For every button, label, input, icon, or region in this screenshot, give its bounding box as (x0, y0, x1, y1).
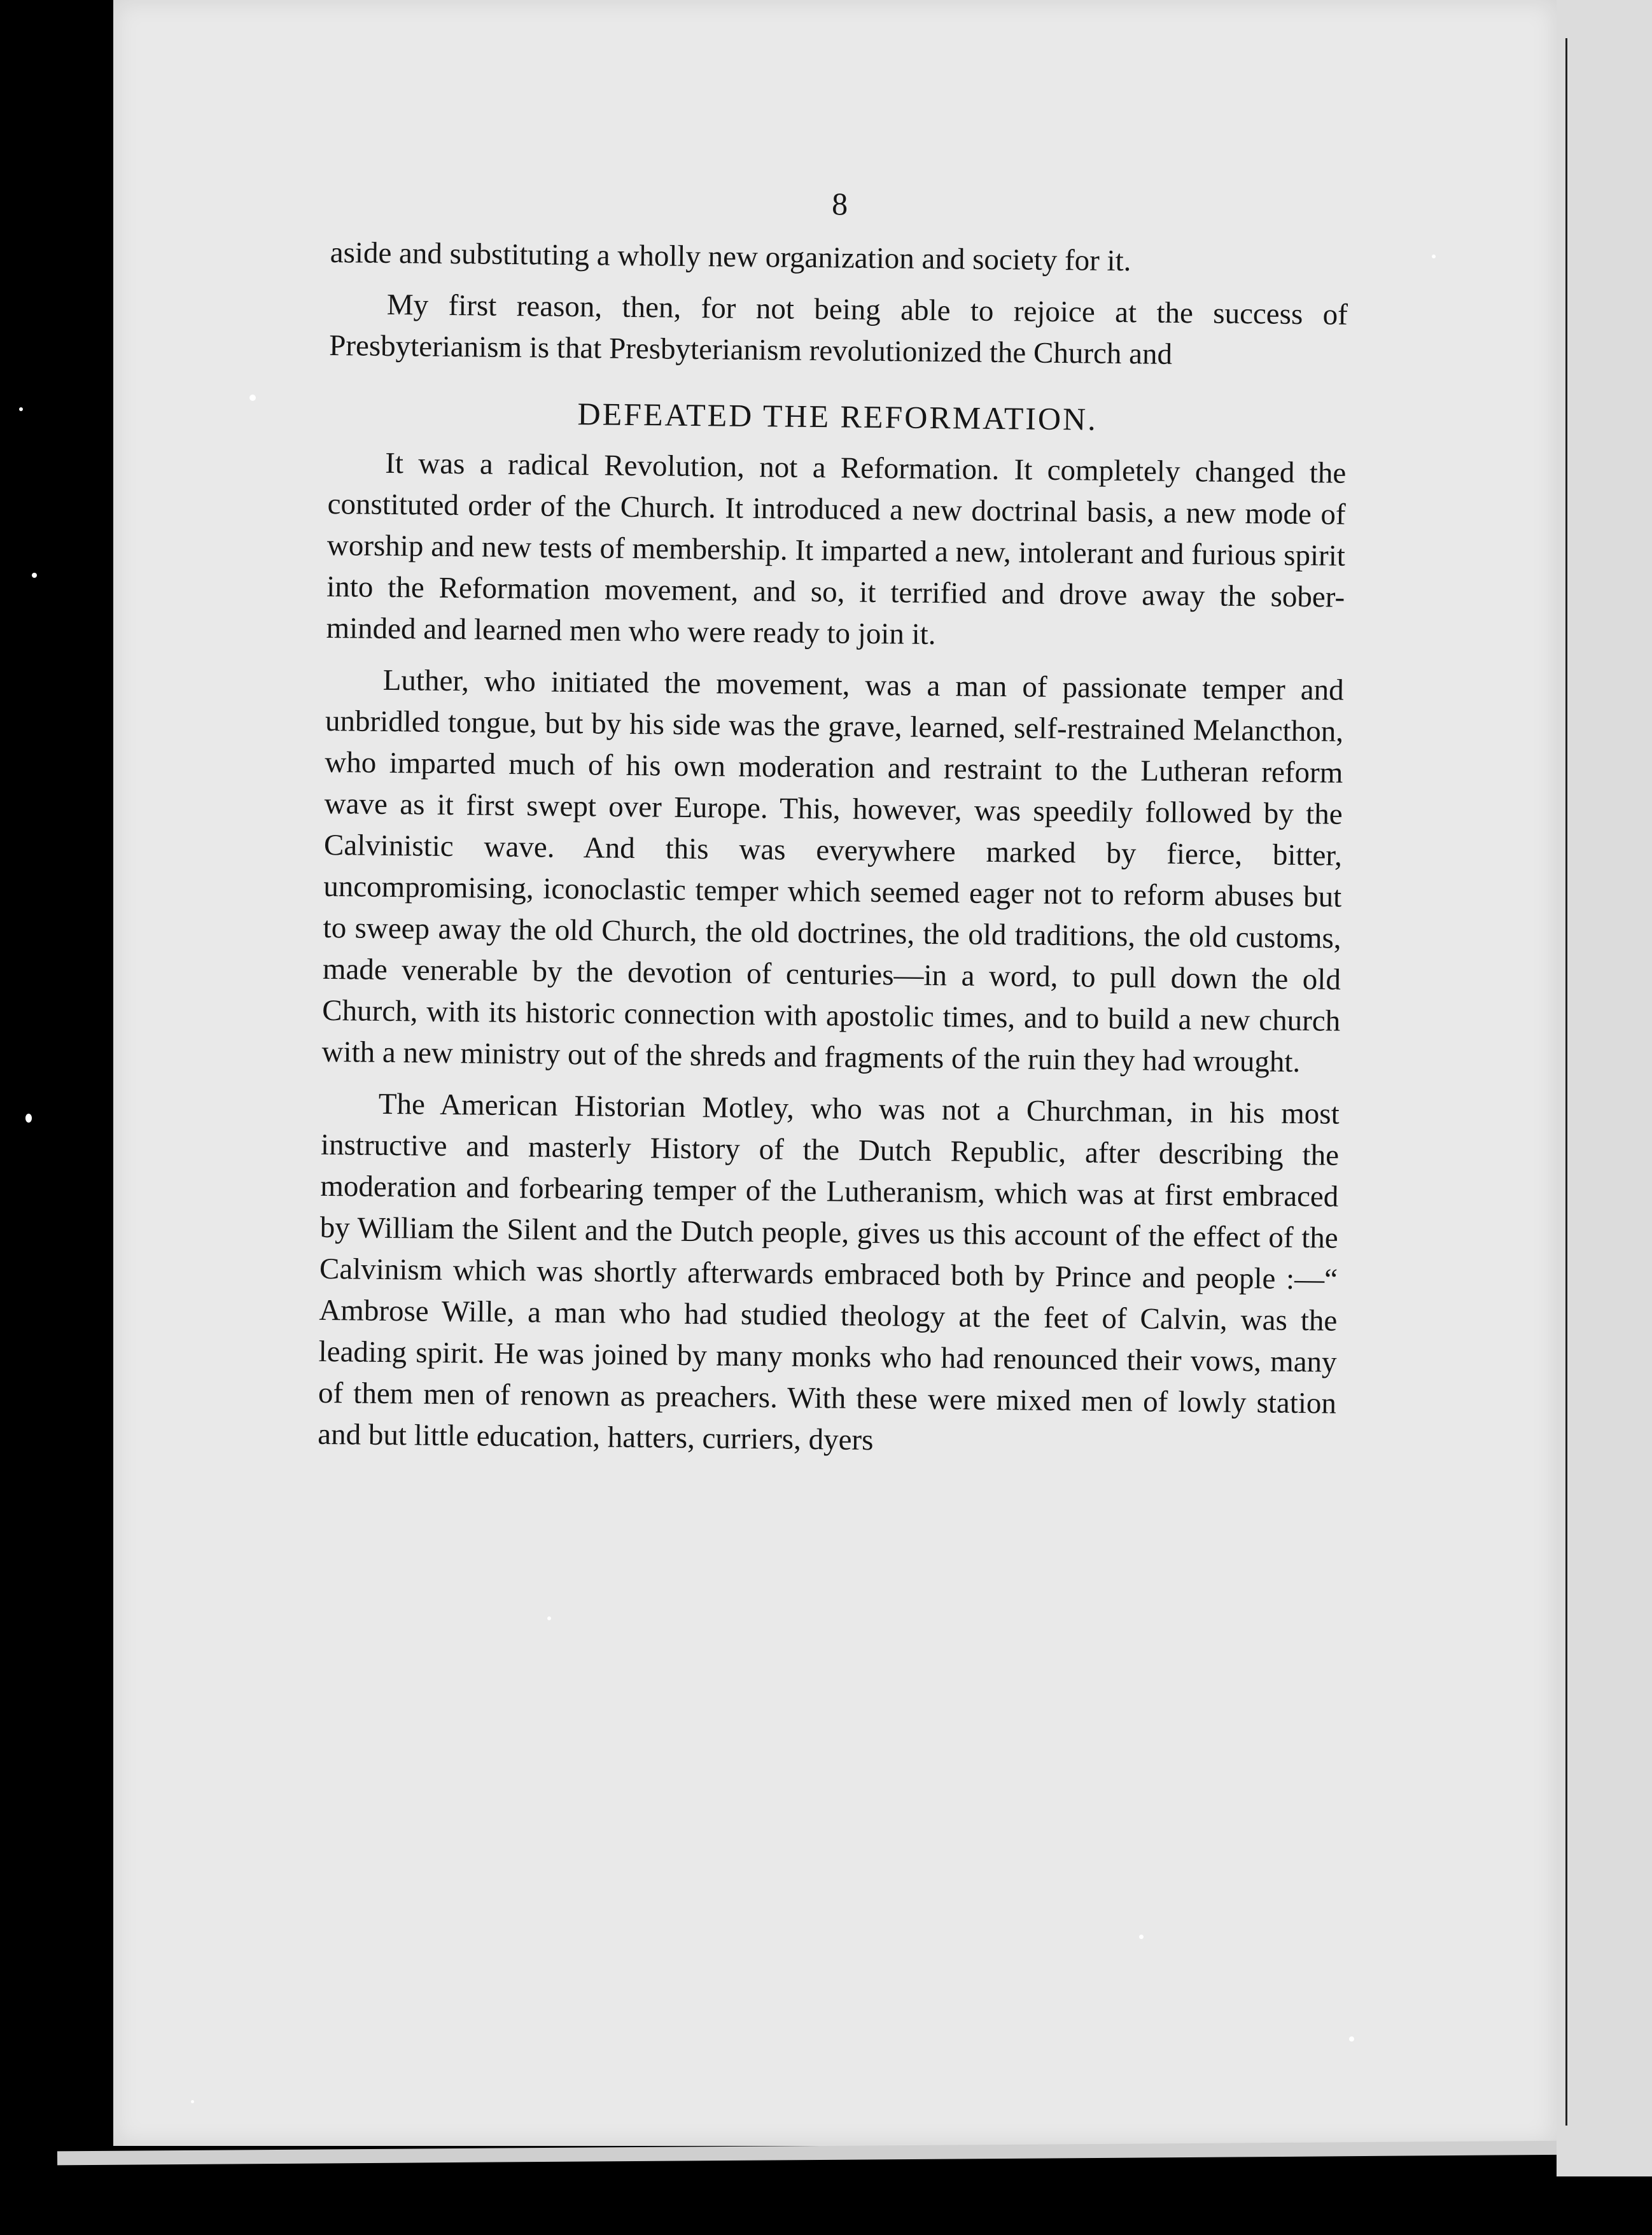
paragraph: The American Historian Motley, who was not a Churchman, in his most instructive and masterly History of the Dutch Republic, after describing the moderation and forbearing temper of the Lutheranism, which was at first embraced by William the Silent and the Dutch people, gives us this account of the effect of the Calvinism which was shortly afterwards embraced both by Prince and people :—“ Ambrose Wille, a man who had studied theology at the feet of Calvin, was the leading spirit. He was joined by many monks who had renounced their vows, many of them men of renown as preachers. With these were mixed men of lowly station and but little education, hatters, curriers, dyers (318, 1087, 1340, 1457)
document-text (318, 178, 1349, 1476)
section-heading: DEFEATED THE REFORMATION. (577, 396, 1098, 437)
paragraph: It was a radical Revolution, not a Reformation. It completely changed the constituted order of the Church. It introduced a new doctrinal basis, a new mode of worship and new tests of membership. It imparted a new, intolerant and furious spirit into the Reformation movement, and so, it terrified and drove away the sober-minded and learned men who were ready to join it. (326, 446, 1347, 651)
paragraph: Luther, who initiated the movement, was a man of passionate temper and unbridled tongue, but by his side was the grave, learned, self-restrained Melancthon, who imparted much of his own moderation and restraint to the Lutheran reform wave as it first swept over Europe. This, however, was speedily followed by the Calvinistic wave. And this was everywhere marked by fierce, bitter, uncompromising, iconoclastic temper which seemed eager not to reform abuses but to sweep away the old Church, the old doctrines, the old traditions, the old customs, made venerable by the devotion of centuries—in a word, to pull down the old Church, with its historic connection with apostolic times, and to build a new church with a new ministry out of the shreds and fragments of the ruin they had wrought. (321, 663, 1344, 1079)
paragraph: aside and substituting a wholly new organization and society for it. (330, 235, 1131, 278)
paragraph: My first reason, then, for not being able to rejoice at the success of Presbyterianism is that Presbyterianism revolutionized the Church and (328, 288, 1348, 371)
page-number: 8 (831, 186, 848, 222)
binding-line (1565, 38, 1567, 2126)
next-page-edge (1557, 0, 1652, 2176)
